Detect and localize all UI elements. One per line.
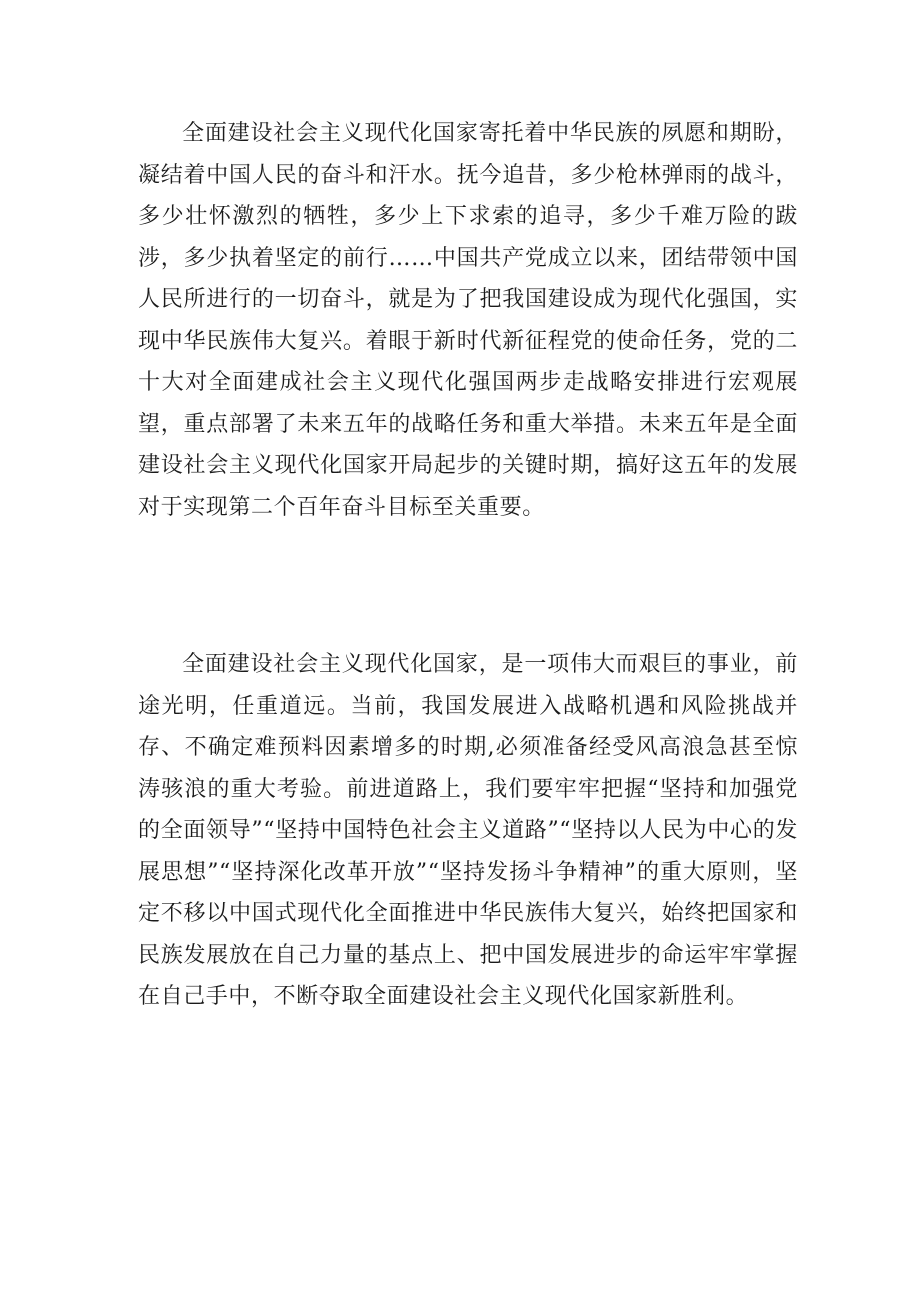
paragraph-2: 全面建设社会主义现代化国家，是一项伟大而艰巨的事业，前途光明，任重道远。当前，我国发展进入战略机遇和风险挑战并存、不确定难预料因素增多的时期,必须准备经受风高浪急甚至惊涛骇浪的重大考验。前进道路上，我们要牢牢把握“坚持和加强党的全面领导”“坚持中国特色社会主义道路”“坚持以人民为中心的发展思想”“坚持深化改革开放”“坚持发扬斗争精神”的重大原则，坚定不移以中国式现代化全面推进中华民族伟大复兴，始终把国家和民族发展放在自己力量的基点上、把中国发展进步的命运牢牢掌握在自己手中，不断夺取全面建设社会主义现代化国家新胜利。 <box>138 652 798 1009</box>
paragraph-1: 全面建设社会主义现代化国家寄托着中华民族的夙愿和期盼，凝结着中国人民的奋斗和汗水。抚今追昔，多少枪林弹雨的战斗，多少壮怀激烈的牺牲，多少上下求索的追寻，多少千难万险的跋涉，多少执着坚定的前行……中国共产党成立以来，团结带领中国人民所进行的一切奋斗，就是为了把我国建设成为现代化强国，实现中华民族伟大复兴。着眼于新时代新征程党的使命任务，党的二十大对全面建成社会主义现代化强国两步走战略安排进行宏观展望，重点部署了未来五年的战略任务和重大举措。未来五年是全面建设社会主义现代化国家开局起步的关键时期，搞好这五年的发展对于实现第二个百年奋斗目标至关重要。 <box>138 121 798 520</box>
